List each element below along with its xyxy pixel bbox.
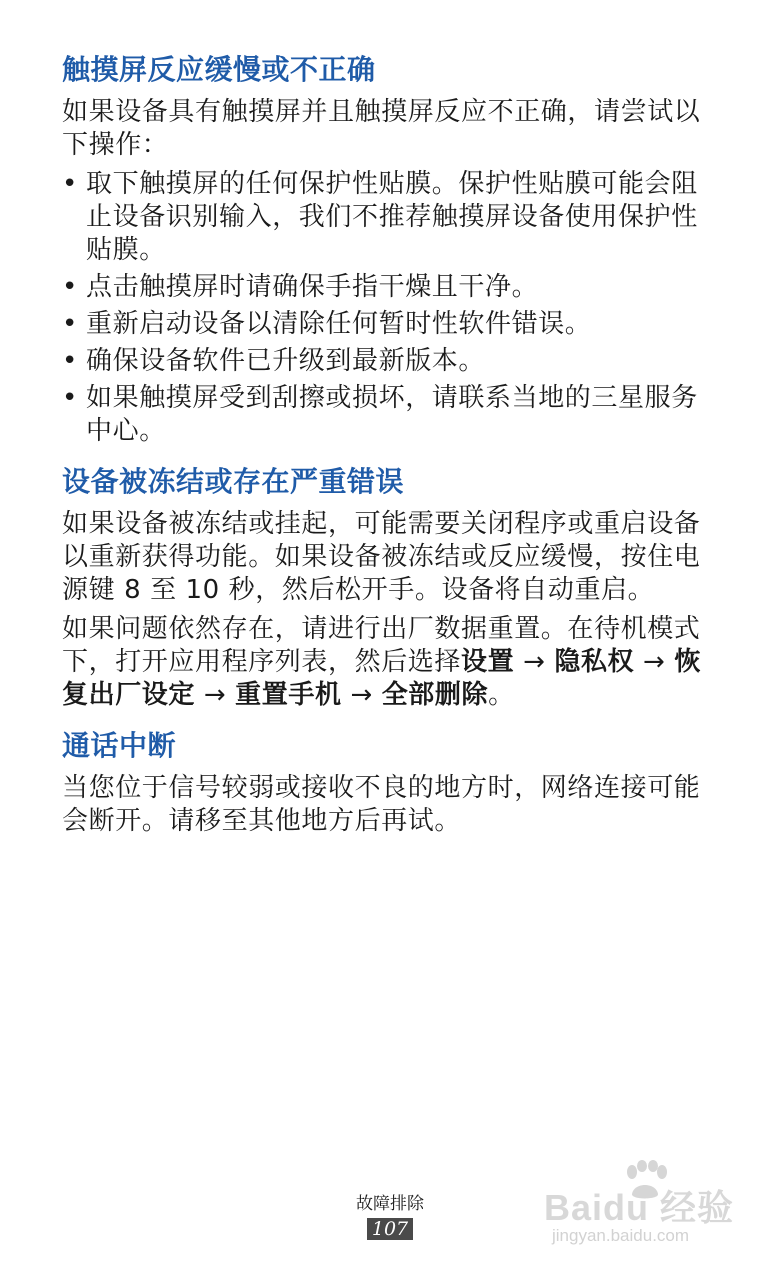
document-page	[62, 50, 712, 852]
section-intro-touchscreen: 如果设备具有触摸屏并且触摸屏反应不正确，请尝试以下操作：	[62, 97, 701, 160]
watermark-url: jingyan.baidu.com	[552, 1226, 690, 1245]
section-call-dropped	[62, 726, 712, 838]
menu-path-delete-all: 全部删除	[381, 680, 489, 710]
bullet-list-touchscreen	[62, 168, 712, 448]
section-title-call: 通话中断	[62, 729, 177, 762]
menu-path-settings: 设置	[461, 647, 515, 677]
list-item	[62, 168, 712, 267]
bullet-icon: •	[62, 309, 78, 339]
menu-path-privacy: 隐私权	[554, 647, 635, 677]
list-item-text: 如果触摸屏受到刮擦或损坏，请联系当地的三星服务中心。	[86, 383, 698, 446]
list-item-text: 取下触摸屏的任何保护性贴膜。保护性贴膜可能会阻止设备识别输入，我们不推荐触摸屏设备使用保护性贴膜。	[86, 169, 698, 265]
paragraph-factory-reset	[62, 613, 712, 712]
list-item	[62, 382, 712, 448]
list-item-text: 确保设备软件已升级到最新版本。	[86, 346, 486, 376]
page-number: 107	[367, 1218, 413, 1240]
arrow-icon: →	[203, 680, 227, 710]
list-item	[62, 271, 712, 304]
bullet-icon: •	[62, 169, 78, 199]
list-item	[62, 345, 712, 378]
section-title-touchscreen: 触摸屏反应缓慢或不正确	[62, 53, 376, 86]
list-item-text: 点击触摸屏时请确保手指干燥且干净。	[86, 272, 539, 302]
paragraph-restart: 如果设备被冻结或挂起，可能需要关闭程序或重启设备以重新获得功能。如果设备被冻结或反应缓慢，按住电源键 8 至 10 秒，然后松开手。设备将自动重启。	[62, 509, 701, 605]
paragraph-call: 当您位于信号较弱或接收不良的地方时，网络连接可能会断开。请移至其他地方后再试。	[62, 773, 701, 836]
section-title-frozen: 设备被冻结或存在严重错误	[62, 465, 405, 498]
section-frozen-device	[62, 462, 712, 712]
bullet-icon: •	[62, 272, 78, 302]
reset-intro-text: 如果问题依然存在，请进行出厂数据重置。在待机模式下，打开应用程序列表，然后选择	[62, 614, 701, 677]
arrow-icon: →	[350, 680, 373, 710]
arrow-icon: →	[643, 647, 666, 677]
bullet-icon: •	[62, 346, 78, 376]
menu-path-factory-reset: 恢复出厂设定	[62, 647, 701, 710]
bullet-icon: •	[62, 383, 78, 413]
list-item	[62, 308, 712, 341]
list-item-text: 重新启动设备以清除任何暂时性软件错误。	[86, 309, 592, 339]
watermark-logo-text: Baidu 经验	[544, 1187, 735, 1228]
chapter-title: 故障排除	[356, 1194, 424, 1214]
section-touchscreen	[62, 50, 712, 448]
reset-suffix-text: 。	[488, 680, 515, 710]
baidu-watermark	[544, 1160, 734, 1250]
arrow-icon: →	[523, 647, 546, 677]
menu-path-reset-phone: 重置手机	[235, 680, 342, 710]
